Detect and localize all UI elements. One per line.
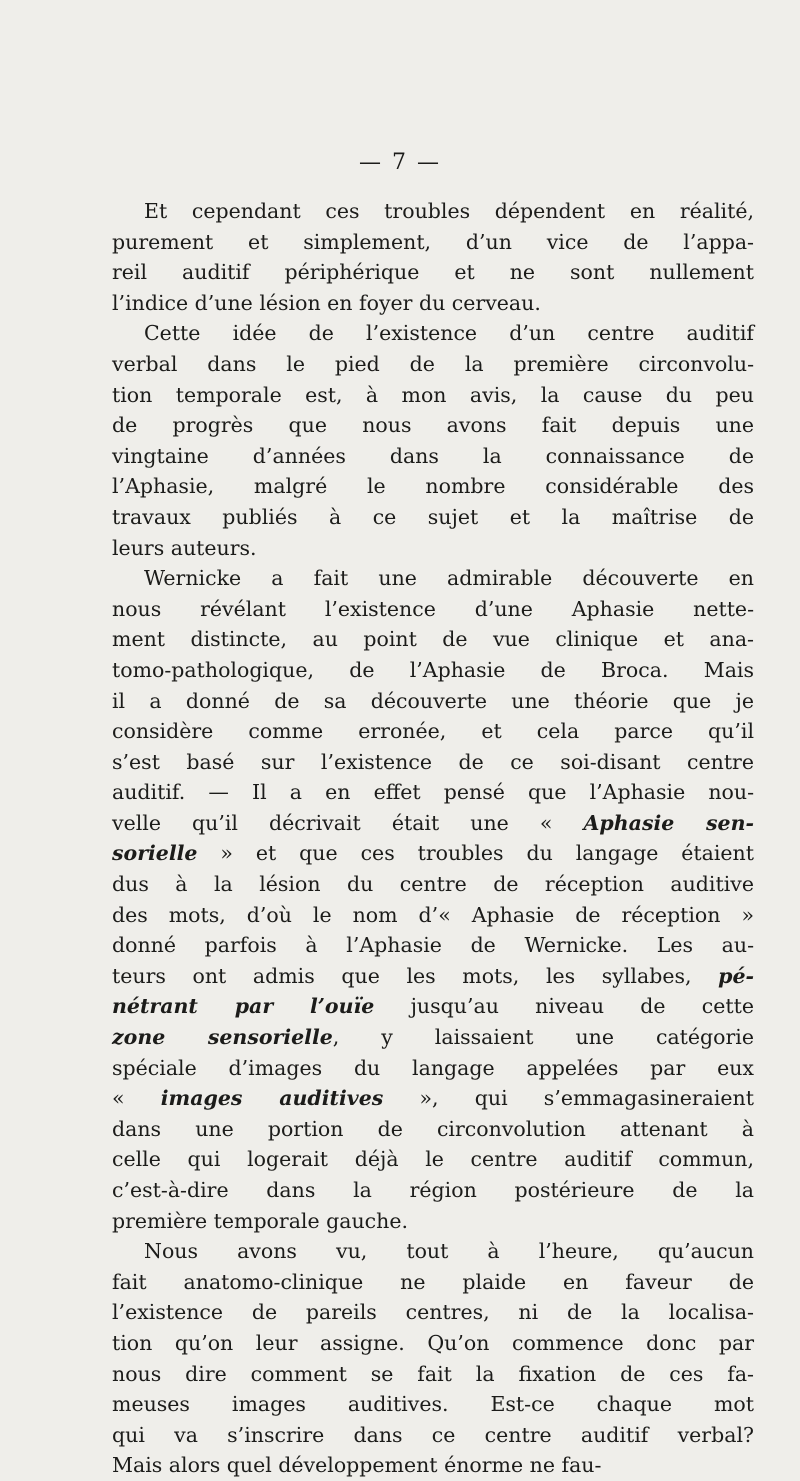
text-line — [112, 747, 754, 778]
text-span: nous révélant l’existence d’une Aphasie nette- — [112, 596, 754, 621]
text-line — [112, 1144, 754, 1175]
italic-span: nétrant par l’ouïe — [112, 994, 375, 1019]
page-number: — 7 — — [359, 150, 441, 175]
body-text — [112, 196, 754, 1481]
text-line — [112, 1420, 754, 1451]
text-span: », qui s’emmagasineraient — [383, 1086, 754, 1111]
text-span: leurs auteurs. — [112, 535, 257, 560]
paragraph — [112, 318, 754, 563]
text-line — [112, 1206, 754, 1237]
text-line — [112, 1022, 754, 1053]
text-span: ment distincte, au point de vue clinique et ana- — [112, 627, 754, 652]
text-span: des mots, d’où le nom d’« Aphasie de réception » — [112, 902, 754, 927]
text-span: vingtaine d’années dans la connaissance de — [112, 443, 754, 468]
text-line — [112, 1267, 754, 1298]
paragraph — [112, 1236, 754, 1481]
text-span: première temporale gauche. — [112, 1208, 409, 1233]
text-line — [112, 594, 754, 625]
text-line — [112, 1359, 754, 1390]
text-span: spéciale d’images du langage appelées par eux — [112, 1055, 754, 1080]
text-span: l’existence de pareils centres, ni de la localisa- — [112, 1300, 754, 1325]
text-span: il a donné de sa découverte une théorie que je — [112, 688, 754, 713]
text-line — [112, 838, 754, 869]
text-span: l’indice d’une lésion en foyer du cerveau. — [112, 290, 541, 315]
text-span: l’Aphasie, malgré le nombre considérable des — [112, 474, 754, 499]
text-span: meuses images auditives. Est-ce chaque mot — [112, 1392, 754, 1417]
text-line — [112, 196, 754, 227]
text-span: c’est-à-dire dans la région postérieure de la — [112, 1178, 754, 1202]
text-span: purement et simplement, d’un vice de l’appa- — [112, 229, 754, 254]
text-span: Et cependant ces troubles dépendent en réalité, — [144, 199, 754, 223]
text-line — [112, 257, 754, 288]
text-line — [112, 808, 754, 839]
paragraph — [112, 563, 754, 1236]
text-line — [112, 380, 754, 411]
text-line — [112, 869, 754, 900]
text-span: fait anatomo-clinique ne plaide en faveur de — [112, 1269, 754, 1294]
text-span: , y laissaient une catégorie — [332, 1025, 754, 1050]
text-span: velle qu’il décrivait était une « — [112, 810, 584, 835]
text-line — [112, 1083, 754, 1114]
text-line — [112, 288, 754, 319]
text-span: auditif. — Il a en effet pensé que l’Aphasie nou- — [112, 780, 754, 805]
text-line — [112, 349, 754, 380]
text-line — [112, 1328, 754, 1359]
text-span: celle qui logerait déjà le centre auditif commun, — [112, 1147, 754, 1172]
text-line — [112, 471, 754, 502]
text-line — [112, 1175, 754, 1206]
text-span: dus à la lésion du centre de réception auditive — [112, 872, 754, 897]
text-line — [112, 1297, 754, 1328]
italic-span: zone sensorielle — [112, 1025, 333, 1050]
text-line — [112, 900, 754, 931]
text-line — [112, 991, 754, 1022]
text-span: jusqu’au niveau de cette — [374, 994, 754, 1019]
text-span: Mais alors quel développement énorme ne fau- — [112, 1453, 602, 1478]
text-line — [112, 441, 754, 472]
paragraph — [112, 196, 754, 318]
text-span: qui va s’inscrire dans ce centre auditif verbal? — [112, 1422, 754, 1447]
text-line — [112, 624, 754, 655]
text-span: donné parfois à l’Aphasie de Wernicke. Les au- — [112, 933, 754, 958]
text-line — [112, 1114, 754, 1145]
text-line — [112, 227, 754, 258]
text-span: travaux publiés à ce sujet et la maîtrise de — [112, 504, 754, 529]
text-span: nous dire comment se fait la fixation de ces fa- — [112, 1361, 754, 1386]
text-line — [112, 1389, 754, 1420]
text-span: Nous avons vu, tout à l’heure, qu’aucun — [144, 1239, 754, 1264]
text-span: tomo-pathologique, de l’Aphasie de Broca. Mais — [112, 657, 754, 682]
text-line — [112, 930, 754, 961]
text-line — [112, 1053, 754, 1084]
text-line — [112, 1236, 754, 1267]
text-line — [112, 502, 754, 533]
italic-span: sorielle — [112, 841, 198, 866]
text-line — [112, 563, 754, 594]
italic-span: pé- — [718, 963, 754, 988]
text-span: considère comme erronée, et cela parce qu’il — [112, 719, 754, 744]
italic-span: images auditives — [160, 1086, 384, 1111]
text-span: « — [112, 1086, 161, 1111]
text-line — [112, 655, 754, 686]
text-line — [112, 777, 754, 808]
text-span: tion qu’on leur assigne. Qu’on commence donc par — [112, 1330, 754, 1355]
text-line — [112, 533, 754, 564]
text-line — [112, 716, 754, 747]
text-span: de progrès que nous avons fait depuis une — [112, 413, 754, 438]
text-span: tion temporale est, à mon avis, la cause du peu — [112, 382, 754, 407]
text-span: dans une portion de circonvolution attenant à — [112, 1116, 754, 1141]
text-span: teurs ont admis que les mots, les syllabes, — [112, 963, 719, 988]
italic-span: Aphasie sen- — [583, 810, 755, 835]
text-span: s’est basé sur l’existence de ce soi-disant centre — [112, 749, 754, 774]
text-line — [112, 686, 754, 717]
text-span: Wernicke a fait une admirable découverte en — [144, 566, 754, 591]
text-span: reil auditif périphérique et ne sont nullement — [112, 260, 754, 285]
text-line — [112, 1450, 754, 1481]
text-span: verbal dans le pied de la première circonvolu- — [112, 351, 754, 376]
text-span: Cette idée de l’existence d’un centre auditif — [144, 321, 754, 346]
text-span: » et que ces troubles du langage étaient — [197, 841, 754, 866]
text-line — [112, 410, 754, 441]
text-line — [112, 318, 754, 349]
text-line — [112, 961, 754, 992]
